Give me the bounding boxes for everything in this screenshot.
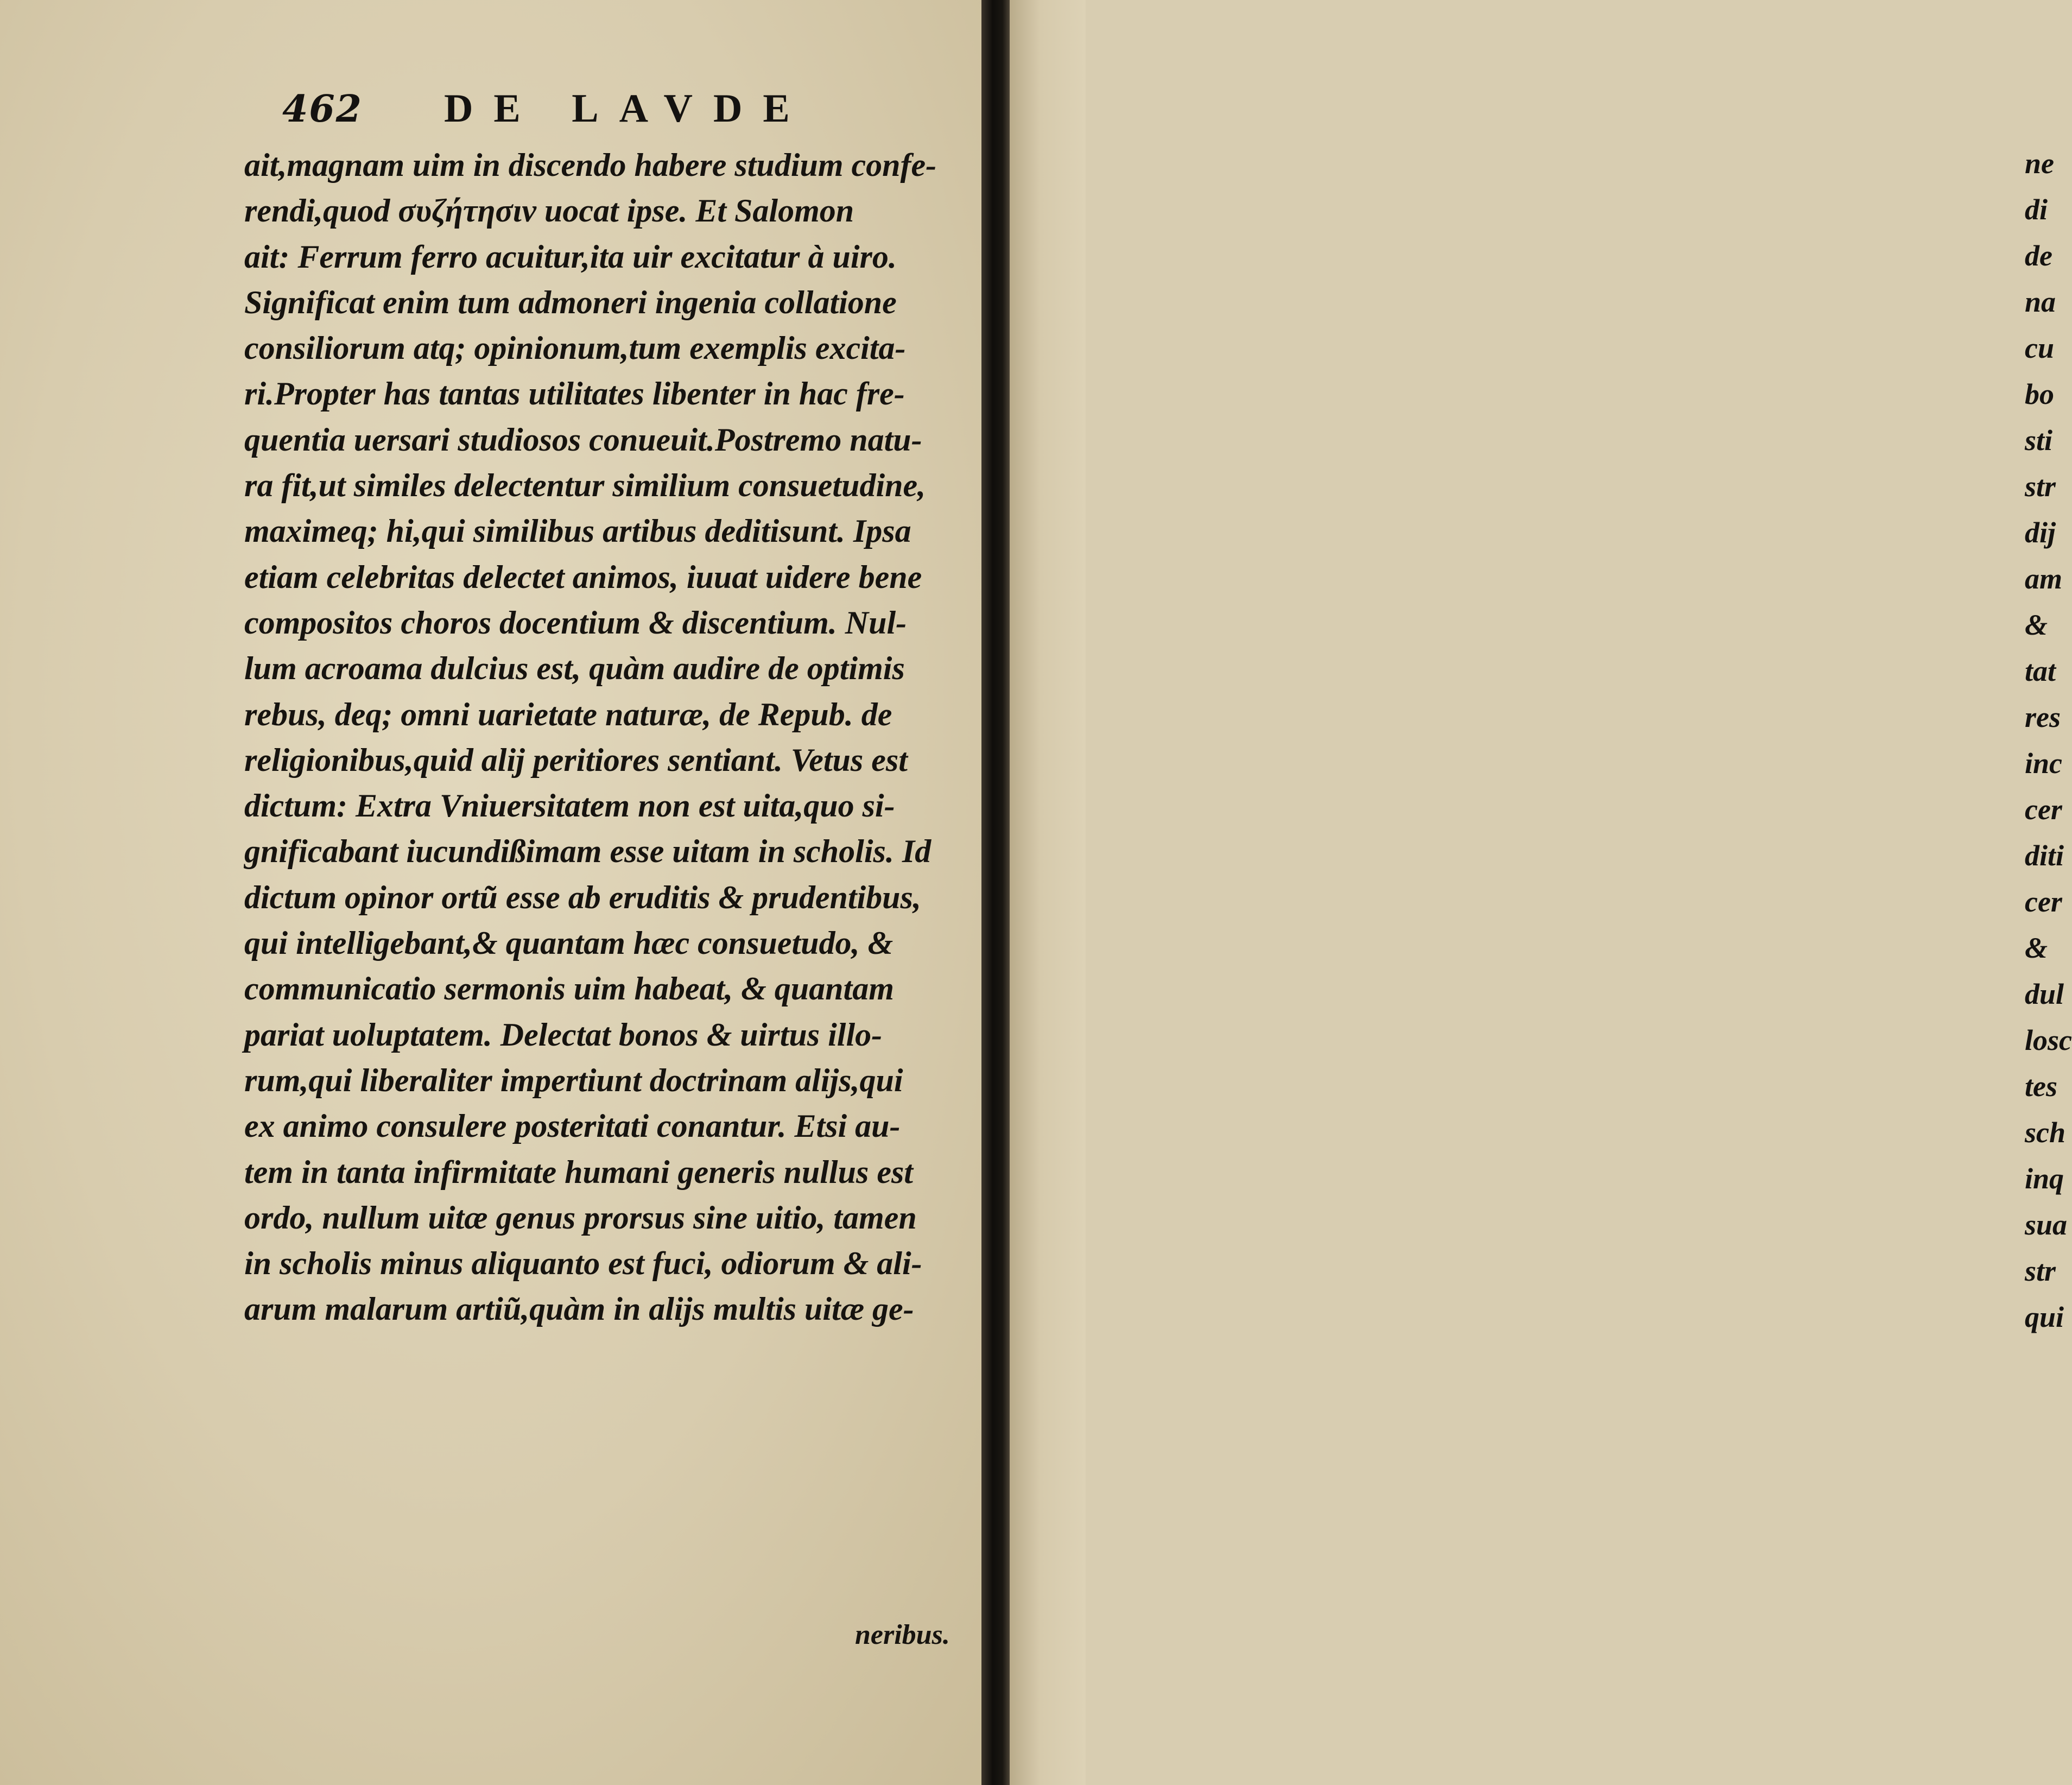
text-line: ri.Propter has tantas utilitates libenter in hac fre- — [244, 376, 905, 412]
running-head: DE LAVDE — [443, 86, 810, 131]
text-line: quentia uersari studiosos conueuit.Postremo natu- — [244, 421, 922, 458]
text-line: qui intelligebant,& quantam hæc consuetudo, & — [244, 925, 894, 961]
facing-page-fragment: qui — [2025, 1301, 2064, 1333]
facing-page-fragment: losc — [2025, 1024, 2072, 1056]
text-line: ait: Ferrum ferro acuitur,ita uir excitatur à uiro. — [244, 238, 897, 275]
facing-page-fragment: sch — [2025, 1116, 2066, 1149]
facing-page-fragment: na — [2025, 286, 2056, 318]
text-line: consiliorum atq; opinionum,tum exemplis excita- — [244, 330, 906, 366]
page-number: 462 — [282, 87, 363, 131]
text-line: dictum: Extra Vniuersitatem non est uita,quo si- — [244, 788, 895, 824]
text-line: communicatio sermonis uim habeat, & quantam — [244, 971, 894, 1007]
text-line: arum malarum artiũ,quàm in alijs multis uitæ ge- — [244, 1291, 914, 1327]
text-line: in scholis minus aliquanto est fuci, odiorum & ali- — [244, 1245, 922, 1282]
text-line: ait,magnam uim in discendo habere studium confe- — [244, 147, 937, 183]
facing-page-fragment: & — [2025, 932, 2048, 964]
text-line: Significat enim tum admoneri ingenia collatione — [244, 284, 897, 320]
facing-page-edge — [1010, 0, 2072, 1785]
facing-page-fragment: cer — [2025, 885, 2062, 918]
facing-page-fragment: ne — [2025, 147, 2054, 180]
book-page — [0, 0, 996, 1785]
text-line: ex animo consulere posteritati conantur. Etsi au- — [244, 1108, 901, 1144]
facing-page-fragment: sua — [2025, 1208, 2068, 1241]
book-gutter — [981, 0, 1010, 1785]
facing-page-fragment: dul — [2025, 978, 2064, 1010]
facing-page-fragment: bo — [2025, 378, 2054, 410]
facing-page-fragment: de — [2025, 239, 2052, 272]
facing-page-fragment: inc — [2025, 747, 2063, 780]
text-line: ordo, nullum uitæ genus prorsus sine uitio, tamen — [244, 1199, 917, 1236]
facing-page-fragment: cu — [2025, 332, 2054, 364]
facing-page-fragment: am — [2025, 562, 2063, 595]
facing-page-fragment: sti — [2025, 424, 2053, 457]
facing-page-fragment: str — [2025, 470, 2056, 503]
text-line: rebus, deq; omni uarietate naturæ, de Repub. de — [244, 696, 892, 732]
text-line: tem in tanta infirmitate humani generis nullus est — [244, 1154, 913, 1190]
text-line: rendi,quod συζήτησιν uocat ipse. Et Salomon — [244, 193, 854, 229]
text-line: etiam celebritas delectet animos, iuuat uidere bene — [244, 559, 922, 595]
text-line: pariat uoluptatem. Delectat bonos & uirtus illo- — [244, 1016, 883, 1053]
text-line: ra fit,ut similes delectentur similium consuetudine, — [244, 467, 926, 504]
text-line: compositos choros docentium & discentium. Nul- — [244, 604, 907, 641]
facing-page-fragment: di — [2025, 193, 2048, 226]
text-line: religionibus,quid alij peritiores sentiant. Vetus est — [244, 742, 908, 778]
facing-page-fragment: tes — [2025, 1070, 2057, 1103]
facing-page-fragment: res — [2025, 701, 2061, 733]
text-line: rum,qui liberaliter impertiunt doctrinam alijs,qui — [244, 1062, 903, 1098]
facing-page-fragment: & — [2025, 609, 2048, 641]
text-line: dictum opinor ortũ esse ab eruditis & prudentibus, — [244, 879, 921, 915]
facing-page-fragment: cer — [2025, 793, 2062, 826]
text-line: lum acroama dulcius est, quàm audire de optimis — [244, 650, 905, 687]
facing-page-fragment: str — [2025, 1255, 2056, 1287]
facing-page-fragment: inq — [2025, 1162, 2064, 1195]
catchword: neribus. — [855, 1619, 950, 1650]
text-line: maximeq; hi,qui similibus artibus deditisunt. Ipsa — [244, 513, 911, 549]
page-header — [282, 86, 810, 135]
facing-page-fragment: tat — [2025, 655, 2056, 687]
text-line: gnificabant iucundißimam esse uitam in scholis. Id — [244, 833, 932, 870]
body-text — [244, 142, 983, 1332]
facing-page-fragment: dij — [2025, 516, 2056, 549]
facing-page-fragment: diti — [2025, 839, 2064, 872]
